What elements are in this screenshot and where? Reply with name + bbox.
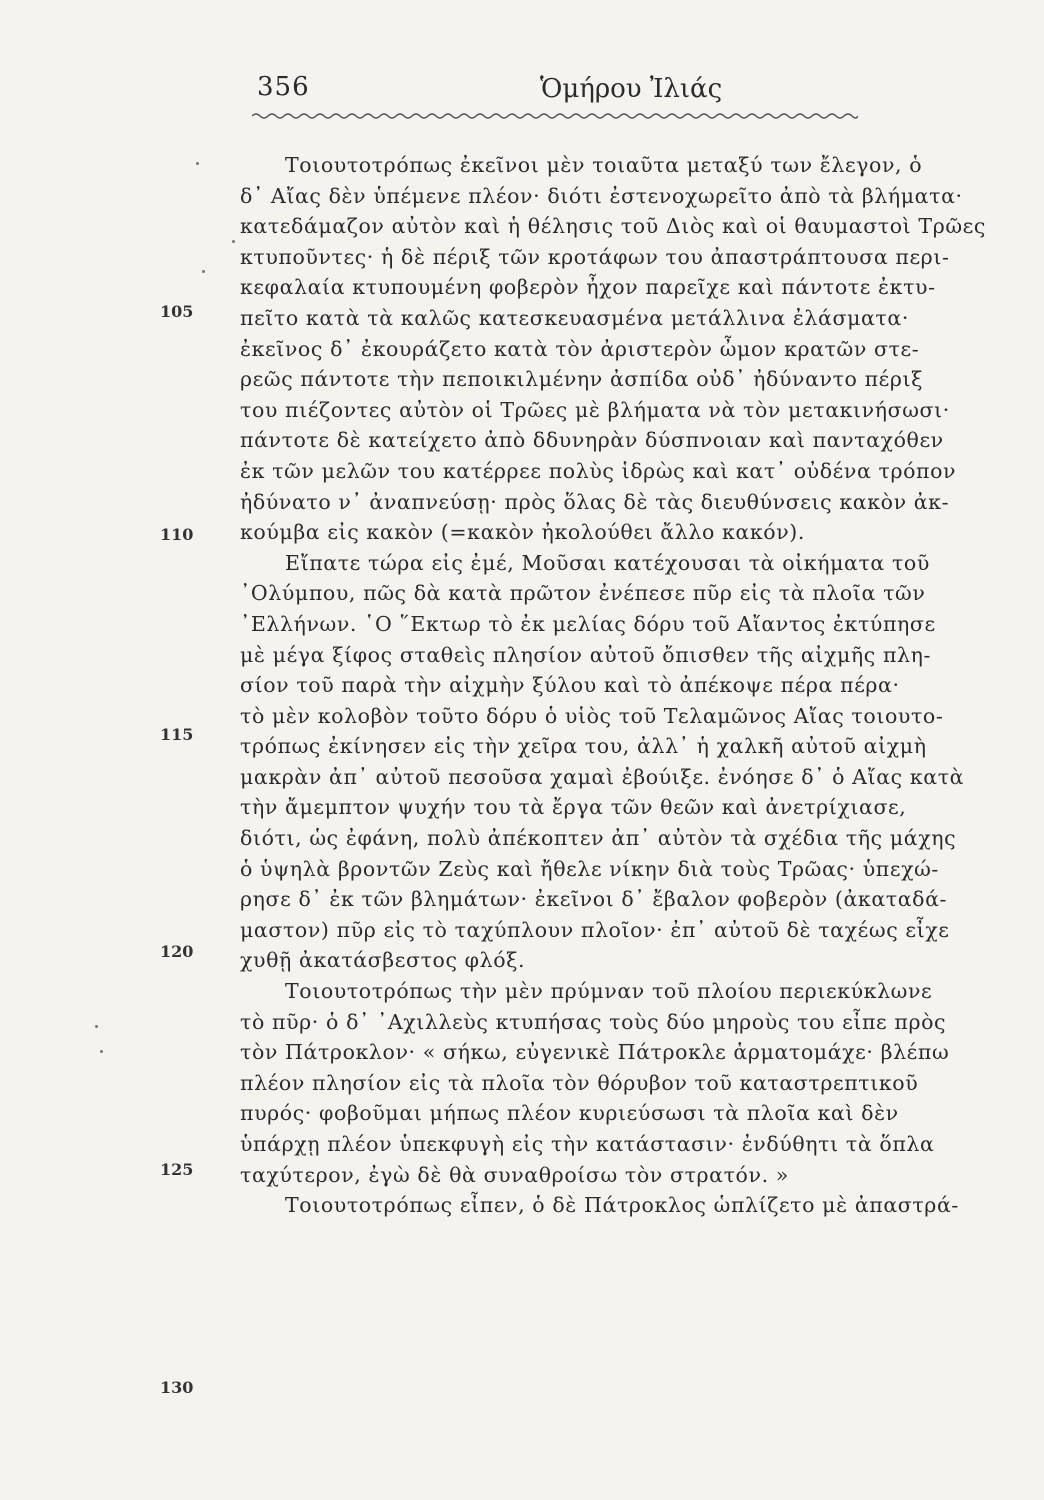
margin-speck: [196, 162, 199, 165]
text-line: ἠδύνατο ν᾿ ἀναπνεύσῃ· πρὸς ὅλας δὲ τὰς διευθύνσεις κακὸν ἀκ-: [240, 489, 950, 514]
text-line: μαστον) πῦρ εἰς τὸ ταχύπλουν πλοῖον· ἐπ᾿ αὐτοῦ δὲ ταχέως εἶχε: [240, 917, 950, 942]
text-line: πεῖτο κατὰ τὰ καλῶς κατεσκευασμένα μετάλλινα ἐλάσματα·: [240, 305, 909, 330]
text-line: του πιέζοντες αὐτὸν οἱ Τρῶες μὲ βλήματα νὰ τὸν μετακινήσωσι·: [240, 397, 950, 422]
text-line: πυρός· φοβοῦμαι μήπως πλέον κυριεύσωσι τὰ πλοῖα καὶ δὲν: [240, 1101, 899, 1126]
line-number: 105: [160, 302, 194, 321]
line-number: 115: [160, 725, 194, 744]
text-line: ᾿Ελλήνων. ῾Ο ῞Εκτωρ τὸ ἐκ μελίας δόρυ τοῦ Αἴαντος ἐκτύπησε: [240, 611, 936, 636]
body-text: [240, 150, 1030, 1221]
text-line: διότι, ὡς ἐφάνη, πολὺ ἀπέκοπτεν ἀπ᾿ αὐτὸν τὰ σχέδια τῆς μάχης: [240, 826, 957, 851]
text-line: χυθῇ ἀκατάσβεστος φλόξ.: [240, 948, 526, 973]
text-line: σίον τοῦ παρὰ τὴν αἰχμὴν ξύλου καὶ τὸ ἀπέκοψε πέρα πέρα·: [240, 673, 900, 698]
text-line: κατεδάμαζον αὐτὸν καὶ ἡ θέλησις τοῦ Διὸς καὶ οἱ θαυμαστοὶ Τρῶες: [240, 214, 986, 239]
line-number: 125: [160, 1160, 194, 1179]
page-number: 356: [257, 72, 310, 102]
text-line: μακρὰν ἀπ᾿ αὐτοῦ πεσοῦσα χαμαὶ ἐβούιξε. ἐνόησε δ᾿ ὁ Αἴας κατὰ: [240, 764, 965, 789]
running-title: Ὁμήρου Ἰλιάς: [540, 74, 723, 104]
line-number: 130: [160, 1378, 194, 1397]
text-line: κεφαλαία κτυπουμένη φοβερὸν ἦχον παρεῖχε καὶ πάντοτε ἐκτυ-: [240, 275, 936, 300]
text-line: ἐκεῖνος δ᾿ ἐκουράζετο κατὰ τὸν ἀριστερὸν ὦμον κρατῶν στε-: [240, 336, 920, 361]
line-number: 110: [160, 525, 194, 544]
text-line: Τοιουτοτρόπως ἐκεῖνοι μὲν τοιαῦτα μεταξύ των ἔλεγον, ὁ: [285, 153, 923, 177]
line-number: 120: [160, 942, 194, 961]
text-line: μὲ μέγα ξίφος σταθεὶς πλησίον αὐτοῦ ὄπισθεν τῆς αἰχμῆς πλη-: [240, 642, 932, 667]
text-line: ᾿Ολύμπου, πῶς δὰ κατὰ πρῶτον ἐνέπεσε πῦρ εἰς τὰ πλοῖα τῶν: [240, 581, 926, 606]
text-line: δ᾿ Αἴας δὲν ὑπέμενε πλέον· διότι ἐστενοχωρεῖτο ἀπὸ τὰ βλήματα·: [240, 183, 963, 208]
text-line: κούμβα εἰς κακὸν (=κακὸν ἠκολούθει ἄλλο κακόν).: [240, 520, 805, 545]
margin-speck: [95, 1025, 98, 1028]
text-line: ὑπάρχῃ πλέον ὑπεκφυγὴ εἰς τὴν κατάστασιν· ἐνδύθητι τὰ ὅπλα: [240, 1132, 935, 1156]
text-line: ρησε δ᾿ ἐκ τῶν βλημάτων· ἐκεῖνοι δ᾿ ἔβαλον φοβερὸν (ἀκαταδά-: [240, 887, 948, 912]
text-line: τὴν ἄμεμπτον ψυχήν του τὰ ἔργα τῶν θεῶν καὶ ἀνετρίχιασε,: [240, 795, 907, 820]
text-line: Τοιουτοτρόπως εἶπεν, ὁ δὲ Πάτροκλος ὡπλίζετο μὲ ἀπαστρά-: [285, 1193, 959, 1218]
margin-speck: [100, 1050, 103, 1053]
margin-speck: [232, 240, 235, 243]
wavy-header-rule: [252, 110, 858, 122]
text-line: τὸν Πάτροκλον· « σήκω, εὐγενικὲ Πάτροκλε ἁρματομάχε· βλέπω: [240, 1040, 950, 1065]
margin-speck: [202, 270, 205, 273]
text-line: τρόπως ἐκίνησεν εἰς τὴν χεῖρα του, ἀλλ᾿ ἡ χαλκῆ αὐτοῦ αἰχμὴ: [240, 734, 927, 759]
text-line: ρεῶς πάντοτε τὴν πεποικιλμένην ἀσπίδα οὐδ᾿ ἠδύναντο πέριξ: [240, 367, 924, 392]
text-line: ταχύτερον, ἐγὼ δὲ θὰ συναθροίσω τὸν στρατόν. »: [240, 1162, 789, 1187]
text-line: πάντοτε δὲ κατείχετο ἀπὸ δδυνηρὰν δύσπνοιαν καὶ πανταχόθεν: [240, 428, 944, 453]
text-line: ὁ ὑψηλὰ βροντῶν Ζεὺς καὶ ἤθελε νίκην διὰ τοὺς Τρῶας· ὑπεχώ-: [240, 856, 939, 881]
text-line: ἐκ τῶν μελῶν του κατέρρεε πολὺς ἱδρὼς καὶ κατ᾿ οὐδένα τρόπον: [240, 458, 957, 483]
text-line: κτυποῦντες· ἡ δὲ πέριξ τῶν κροτάφων του ἀπαστράπτουσα περι-: [240, 244, 950, 269]
text-line: τὸ πῦρ· ὁ δ᾿ ᾿Αχιλλεὺς κτυπήσας τοὺς δύο μηροὺς του εἶπε πρὸς: [240, 1009, 947, 1034]
text-line: Τοιουτοτρόπως τὴν μὲν πρύμναν τοῦ πλοίου περιεκύκλωνε: [285, 979, 933, 1004]
text-line: πλέον πλησίον εἰς τὰ πλοῖα τὸν θόρυβον τοῦ καταστρεπτικοῦ: [240, 1070, 919, 1095]
text-line: Εἴπατε τώρα εἰς ἐμέ, Μοῦσαι κατέχουσαι τὰ οἰκήματα τοῦ: [285, 550, 930, 575]
text-line: τὸ μὲν κολοβὸν τοῦτο δόρυ ὁ υἱὸς τοῦ Τελαμῶνος Αἴας τοιουτο-: [240, 703, 944, 728]
